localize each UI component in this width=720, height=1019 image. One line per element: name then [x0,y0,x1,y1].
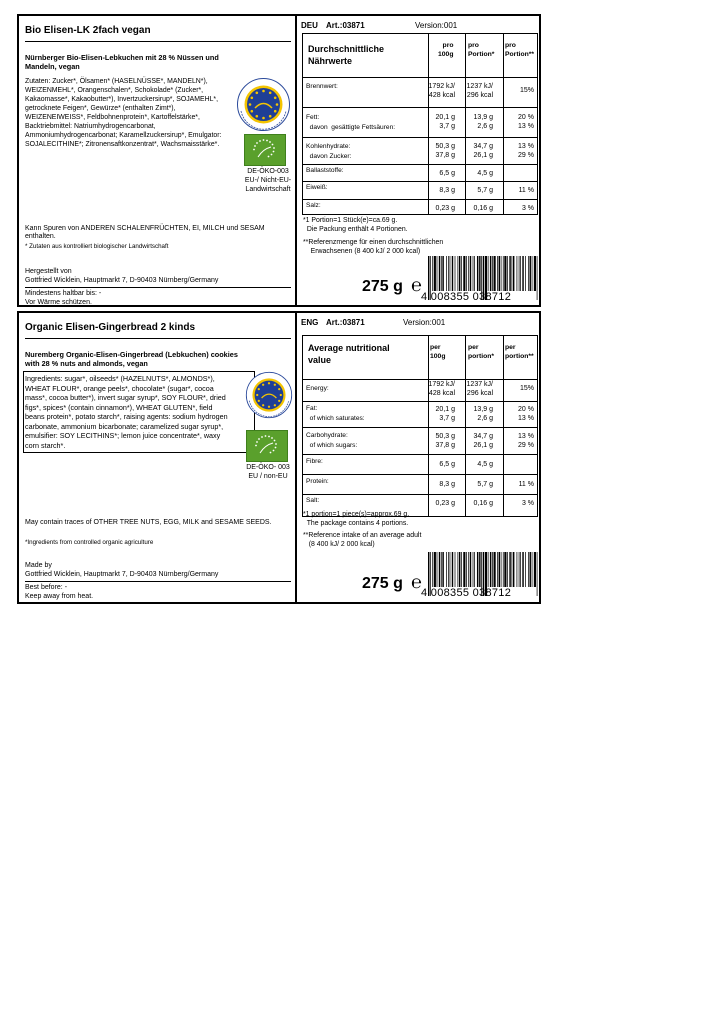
organic-footnote: * Zutaten aus kontrolliert biologischer Landwirtschaft [25,243,169,250]
label-left-panel [19,16,297,305]
col-per-portion: pro Portion* [468,42,495,59]
table-row: Energy: 1792 kJ/ 428 kcal 1237 kJ/ 296 kcal 15% [303,380,537,402]
table-row: Eiweiß: 8,3 g 5,7 g 11 % [303,182,537,200]
storage-note: Keep away from heat. [25,593,94,600]
best-before: Mindestens haltbar bis: - [25,290,102,297]
table-row: Protein: 8,3 g 5,7 g 11 % [303,475,537,495]
organic-control-code: DE-ÖKO- 003 EU / non-EU [246,464,290,480]
manufacturer-label: Hergestellt von [25,268,72,275]
label-english [17,311,541,604]
nutrition-table-title: Durchschnittliche Nährwerte [308,44,385,67]
col-per-100g: per 100g [430,344,446,361]
portion-footnote: *1 portion=1 piece(s)=approx.69 g. The package contains 4 portions. [303,511,410,527]
col-per-portion: per portion* [468,344,495,361]
label-right-panel [297,16,539,305]
divider [25,287,291,288]
nuernberger-lebkuchen-seal-icon [245,371,293,419]
organic-footnote: *Ingredients from controlled organic agriculture [25,539,154,546]
product-subtitle: Nuremberg Organic-Elisen-Gingerbread (Lebkuchen) cookies with 28 % nuts and almonds, vegan [25,350,238,369]
storage-note: Vor Wärme schützen. [25,299,92,306]
article-number: Art.:03871 [326,21,365,30]
reference-footnote: **Referenzmenge für einen durchschnittlichen Erwachsenen (8 400 kJ/ 2 000 kcal) [303,239,444,255]
col-per-portion-reference: pro Portion** [505,42,535,59]
allergen-notice: May contain traces of OTHER TREE NUTS, EGG, MILK and SESAME SEEDS. [25,519,272,526]
label-german [17,14,541,307]
allergen-notice: Kann Spuren von ANDEREN SCHALENFRÜCHTEN, EI, MILCH und SESAM enthalten. [25,225,265,241]
table-row: Brennwert: 1792 kJ/ 428 kcal 1237 kJ/ 296 kcal 15% [303,78,537,108]
table-row: Fett: davon gesättigte Fettsäuren: 20,1 g 3,7 g 13,9 g 2,6 g 20 % 13 % [303,108,537,138]
net-weight: 275 g [362,278,403,295]
nutrition-table-header [303,336,537,380]
nutrition-table-header [303,34,537,78]
table-row: Kohlenhydrate: davon Zucker: 50,3 g 37,8 g 34,7 g 26,1 g 13 % 29 % [303,138,537,165]
country-code: ENG [301,318,319,327]
ingredients-text: Zutaten: Zucker*, Ölsamen* (HASELNÜSSE*, MANDELN*), WEIZENMEHL*, Orangenschalen*, Schokolade* (Zucker*, Kakaomasse*, Kakaobutter*), Invertzuckersirup*, SOJAMEHL*, getrocknete Feigen*, Gewürze* (enthalten Zimt*), WEIZENEIWEISS*, Feldbohnenprotein*, Kartoffelstärke*, Backtriebmittel: Natriumhydrogencarbonat, Ammoniumhydrogencarbonat; Karamellzuckersirup*, Emulgator: SOJALECITHINE*; Zitronensaftkonzentrat*, Wachsmaisstärke*. [25,78,222,148]
table-row: Salt: 0,23 g 0,16 g 3 % [306,497,534,507]
table-row: Fat: of which saturates: 20,1 g 3,7 g 13,9 g 2,6 g 20 % 13 % [303,402,537,428]
table-row: Fibre: 6,5 g 4,5 g [303,455,537,475]
manufacturer-label: Made by [25,562,52,569]
table-row: Salz: 0,23 g 0,16 g 3 % [306,202,534,212]
manufacturer-address: Gottfried Wicklein, Hauptmarkt 7, D-90403 Nürnberg/Germany [25,571,219,578]
version-number: Version:001 [415,21,458,30]
barcode-number: 4 008355 038712 [421,291,512,303]
manufacturer-address: Gottfried Wicklein, Hauptmarkt 7, D-90403 Nürnberg/Germany [25,277,219,284]
nuernberger-lebkuchen-seal-icon [236,77,291,132]
product-subtitle: Nürnberger Bio-Elisen-Lebkuchen mit 28 % Nüssen und Mandeln, vegan [25,53,219,72]
nutrition-table [302,33,538,215]
product-title: Organic Elisen-Gingerbread 2 kinds [25,322,291,339]
net-weight: 275 g [362,575,403,592]
table-row: Ballaststoffe: 6,5 g 4,5 g [303,165,537,182]
divider [25,581,291,582]
product-title: Bio Elisen-LK 2fach vegan [25,25,291,42]
ingredients-text: Ingredients: sugar*, oilseeds* (HAZELNUTS*, ALMONDS*), WHEAT FLOUR*, orange peels*, chocolate* (sugar*, cocoa mass*, cocoa butter*), invert sugar syrup*, SOY FLOUR*, dried figs*, spices* (contain cinnamon*), WHEAT GLUTEN*, field beans protein*, potato starch*, raising agents: sodium hydrogen carbonate, ammonium bicarbonate; caramelized sugar syrup*, emulsifier: SOY LECITHINS*; lemon juice concentrate*, waxy corn starch*. [25,374,228,450]
label-left-panel [19,313,297,602]
eu-organic-leaf-icon [244,134,286,166]
col-per-100g: pro 100g [438,42,454,59]
organic-control-code: DE-ÖKO-003 EU-/ Nicht-EU- Landwirtschaft [244,168,292,193]
barcode-number: 4 008355 038712 [421,587,512,599]
best-before: Best before: - [25,584,68,591]
reference-footnote: **Reference intake of an average adult (8 400 kJ/ 2 000 kcal) [303,532,422,548]
country-code: DEU [301,21,318,30]
eu-organic-leaf-icon [246,430,288,462]
version-number: Version:001 [403,318,446,327]
estimated-sign-icon: ℮ [411,572,422,593]
label-right-panel [297,313,539,602]
portion-footnote: *1 Portion=1 Stück(e)=ca.69 g. Die Packung enthält 4 Portionen. [303,217,408,233]
nutrition-table [302,335,538,517]
nutrition-table-title: Average nutritional value [308,343,390,366]
table-row: Carbohydrate: of which sugars: 50,3 g 37,8 g 34,7 g 26,1 g 13 % 29 % [303,428,537,455]
article-number: Art.:03871 [326,318,365,327]
col-per-portion-reference: per portion** [505,344,534,361]
estimated-sign-icon: ℮ [411,275,422,296]
